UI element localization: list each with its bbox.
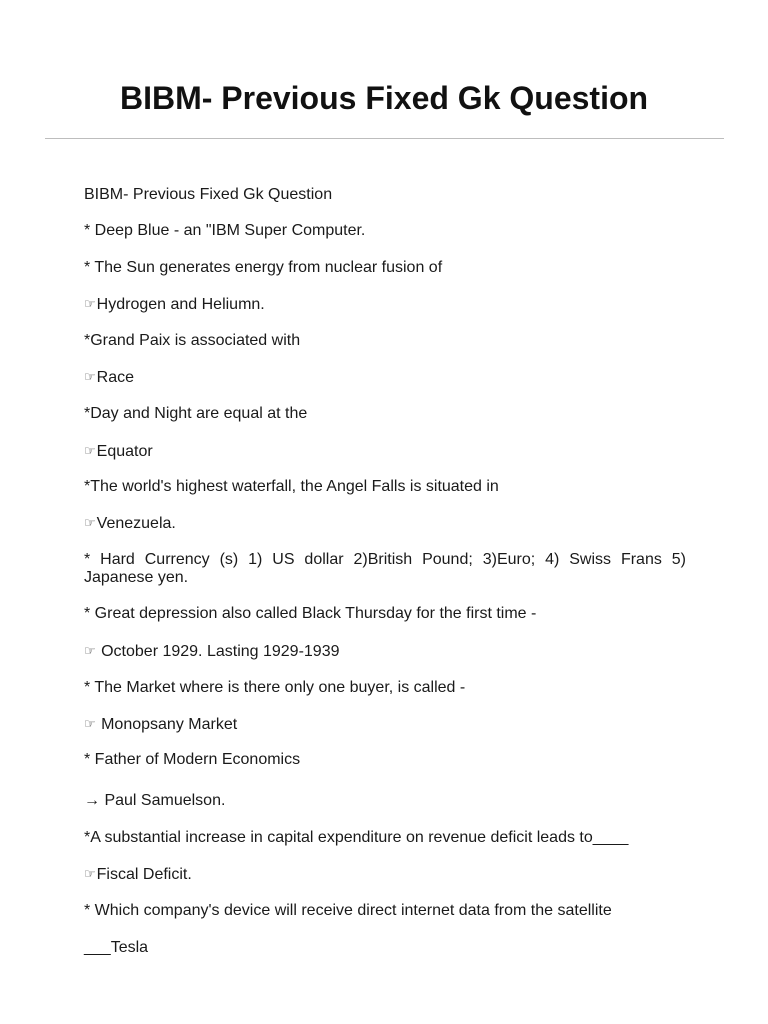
answer-line: ☞Hydrogen and Heliumn. xyxy=(84,296,265,313)
question-line: * Which company's device will receive direct internet data from the satellite xyxy=(84,902,612,919)
question-line: * Great depression also called Black Thursday for the first time - xyxy=(84,605,537,622)
answer-line: ☞ Monopsany Market xyxy=(84,716,238,733)
answer-line: ___Tesla xyxy=(84,939,149,956)
pointing-hand-icon: ☞ xyxy=(84,296,96,311)
answer-line: → Paul Samuelson. xyxy=(84,792,226,809)
question-line: * Deep Blue - an "IBM Super Computer. xyxy=(84,222,366,239)
answer-line: ☞Venezuela. xyxy=(84,515,176,532)
question-line: *The world's highest waterfall, the Angel Falls is situated in xyxy=(84,478,499,495)
pointing-hand-icon: ☞ xyxy=(84,866,96,881)
question-line: * Hard Currency (s) 1) US dollar 2)British Pound; 3)Euro; 4) Swiss Frans 5) Japanese yen. xyxy=(84,551,686,586)
question-line: * The Sun generates energy from nuclear fusion of xyxy=(84,259,443,276)
pointing-hand-icon: ☞ xyxy=(84,369,96,384)
question-line: * Father of Modern Economics xyxy=(84,751,301,768)
question-line: * The Market where is there only one buyer, is called - xyxy=(84,679,466,696)
title-divider xyxy=(45,138,724,139)
answer-line: ☞Equator xyxy=(84,443,153,460)
answer-line: ☞Race xyxy=(84,369,135,386)
answer-line: ☞ October 1929. Lasting 1929-1939 xyxy=(84,643,340,660)
body-heading: BIBM- Previous Fixed Gk Question xyxy=(84,186,333,203)
page-title: BIBM- Previous Fixed Gk Question xyxy=(119,80,649,116)
pointing-hand-icon: ☞ xyxy=(84,716,96,731)
question-line: *Day and Night are equal at the xyxy=(84,405,308,422)
question-line: *Grand Paix is associated with xyxy=(84,332,301,349)
pointing-hand-icon: ☞ xyxy=(84,443,96,458)
answer-line: ☞Fiscal Deficit. xyxy=(84,866,192,883)
pointing-hand-icon: ☞ xyxy=(84,643,96,658)
question-line: *A substantial increase in capital expenditure on revenue deficit leads to____ xyxy=(84,829,629,846)
pointing-hand-icon: ☞ xyxy=(84,515,96,530)
